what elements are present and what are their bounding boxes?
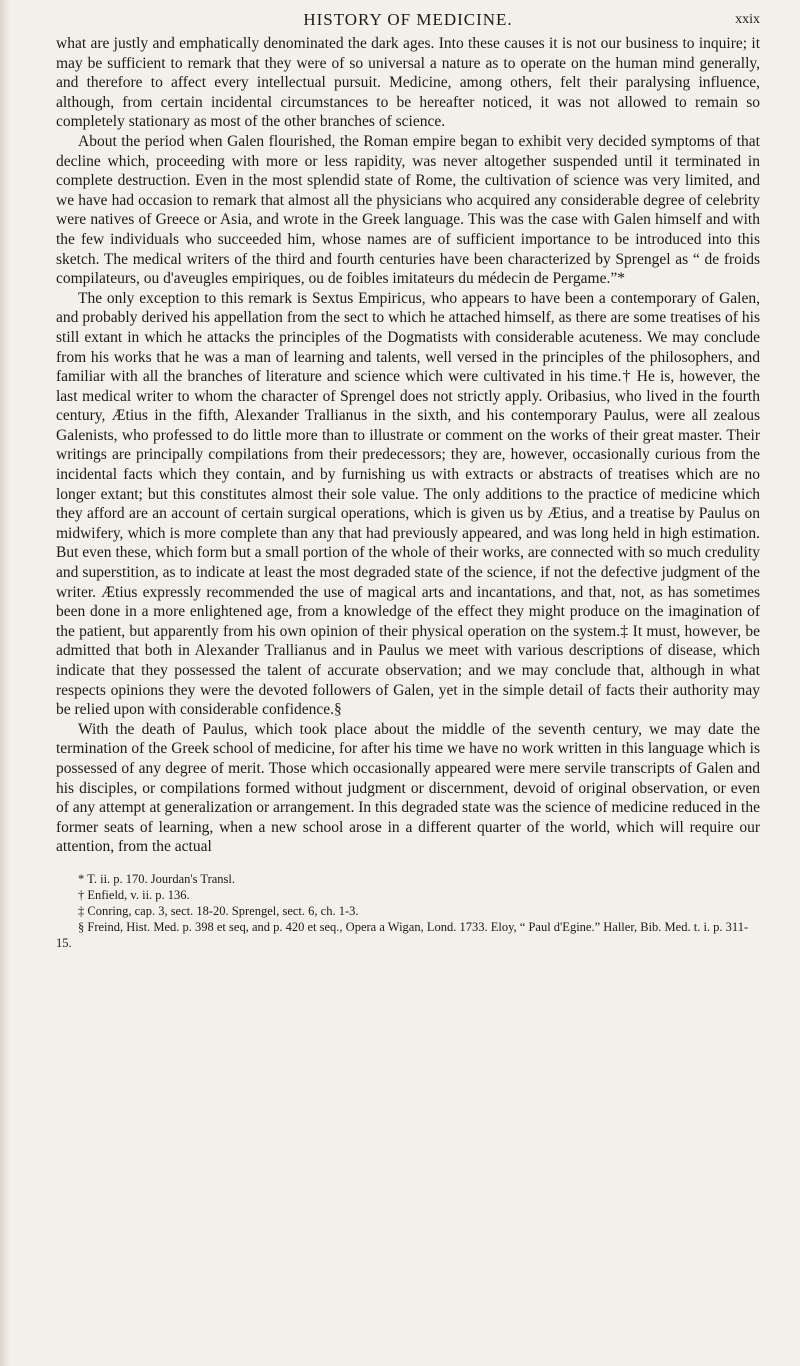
footnotes bbox=[56, 871, 760, 951]
paragraph-2: About the period when Galen flourished, the Roman empire began to exhibit very decided symptoms of that decline which, proceeding with more or less rapidity, was never altogether suspended until it terminated in complete destruction. Even in the most splendid state of Rome, the cultivation of science was very limited, and we have had occasion to remark that almost all the physicians who acquired any considerable degree of celebrity were natives of Greece or Asia, and wrote in the Greek language. This was the case with Galen himself and with the few individuals who succeeded him, whose names are of sufficient importance to be introduced into this sketch. The medical writers of the third and fourth centuries have been characterized by Sprengel as “ de froids compilateurs, ou d'aveugles empiriques, ou de foibles imitateurs du médecin de Pergame.”* bbox=[56, 132, 760, 288]
page-binding-shadow bbox=[0, 0, 10, 1366]
running-header bbox=[56, 6, 760, 34]
paragraph-4: With the death of Paulus, which took place about the middle of the seventh century, we may date the termination of the Greek school of medicine, for after his time we have no work written in this language which is possessed of any degree of merit. Those which occasionally appeared were mere servile transcripts of Galen and his disciples, or compilations formed without judgment or discernment, devoid of original observation, or even of any attempt at generalization or arrangement. In this degraded state was the science of medicine reduced in the former seats of learning, when a new school arose in a different quarter of the world, which will require our attention, from the actual bbox=[56, 720, 760, 856]
footnote-4: § Freind, Hist. Med. p. 398 et seq, and p. 420 et seq., Opera a Wigan, Lond. 1733. Eloy, “ Paul d'Egine.” Haller, Bib. Med. t. i. p. 311-15. bbox=[56, 919, 749, 950]
footnote-3: ‡ Conring, cap. 3, sect. 18-20. Sprengel, sect. 6, ch. 1-3. bbox=[78, 903, 359, 918]
running-title: HISTORY OF MEDICINE. bbox=[303, 10, 513, 29]
main-text bbox=[56, 34, 760, 857]
paragraph-1: what are justly and emphatically denominated the dark ages. Into these causes it is not our business to inquire; it may be sufficient to remark that they were of so universal a nature as to operate on the human mind generally, and therefore to affect every intellectual pursuit. Medicine, among others, felt their paralysing influence, although, from certain incidental circumstances to be hereafter noticed, it was not allowed to remain so completely stationary as most of the other branches of science. bbox=[56, 35, 760, 131]
page-number: xxix bbox=[735, 12, 760, 27]
paragraph-3: The only exception to this remark is Sextus Empiricus, who appears to have been a contemporary of Galen, and probably derived his appellation from the sect to which he attached himself, as there are some treatises of his still extant in which he attacks the principles of the Dogmatists with considerable acuteness. We may conclude from his works that he was a man of learning and talents, well versed in the principles of the philosophers, and familiar with all the branches of literature and science which were cultivated in his time.† He is, however, the last medical writer to whom the character of Sprengel does not strictly apply. Oribasius, who lived in the fourth century, Ætius in the fifth, Alexander Trallianus in the sixth, and his contemporary Paulus, were all zealous Galenists, who professed to do little more than to illustrate or comment on the works of their great master. Their writings are principally compilations from their predecessors; they are, however, occasionally curious from the incidental facts which they contain, and by furnishing us with extracts or abstracts of treatises which are no longer extant; but this constitutes almost their sole value. The only additions to the practice of medicine which they afford are an account of certain surgical operations, which is given us by Ætius, and a treatise by Paulus on midwifery, which is more complete than any that had previously appeared, and was long held in high estimation. But even these, which form but a small portion of the whole of their works, are connected with so much credulity and superstition, as to indicate at least the most degraded state of the science, if not the defective judgment of the writer. Ætius expressly recommended the use of magical arts and incantations, and that, not, as has sometimes been done in a more enlightened age, from a knowledge of the effect they might produce on the imagination of the patient, but apparently from his own opinion of their physical operation on the system.‡ It must, however, be admitted that both in Alexander Trallianus and in Paulus we meet with various descriptions of disease, which indicate that they possessed the talent of accurate observation; and we may conclude that, although in what respects opinions they were the devoted followers of Galen, yet in the simple detail of facts their authority may be relied upon with considerable confidence.§ bbox=[56, 289, 760, 719]
footnote-1: * T. ii. p. 170. Jourdan's Transl. bbox=[78, 871, 236, 886]
footnote-2: † Enfield, v. ii. p. 136. bbox=[78, 887, 190, 902]
